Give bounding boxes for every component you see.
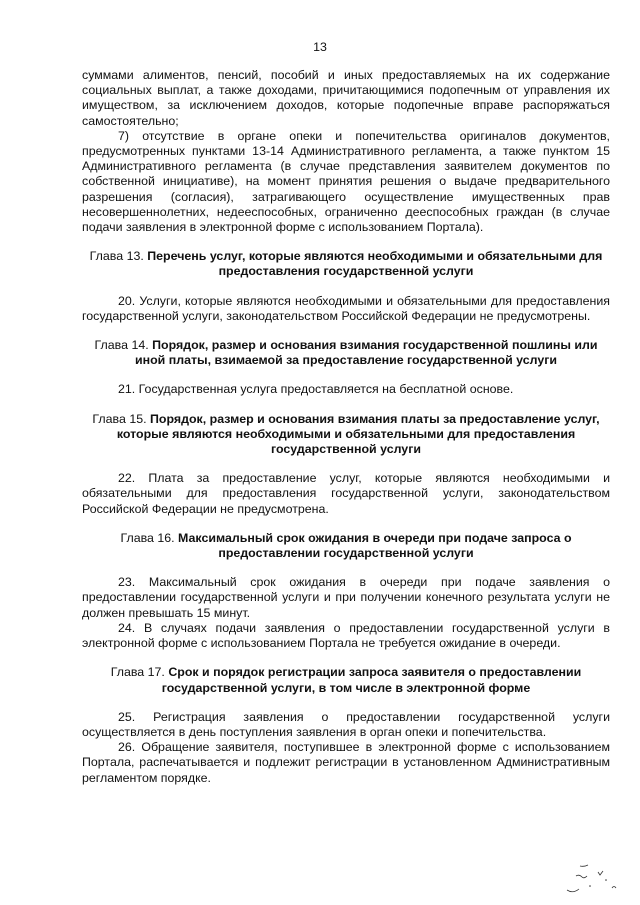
margin-scribble-mark [562, 864, 622, 898]
paragraph-continuation: суммами алиментов, пенсий, пособий и иных предоставляемых на их содержание социальных выплат, а также доходами, причитающимися подопечным от управления их имуществом, за исключением доходов, которые подопечные вправе распоряжаться самостоятельно; [82, 68, 610, 128]
paragraph-22: 22. Плата за предоставление услуг, которые являются необходимыми и обязательными для предоставления государственной услуги, законодательством Российской Федерации не предусмотрена. [82, 471, 610, 516]
chapter-number: Глава 14. [94, 338, 149, 353]
paragraph-23: 23. Максимальный срок ожидания в очереди при подаче заявления о предоставлении государственной услуги и при получении конечного результата услуги не должен превышать 15 минут. [82, 575, 610, 620]
paragraph-25: 25. Регистрация заявления о предоставлении государственной услуги осуществляется в день поступления заявления в орган опеки и попечительства. [82, 709, 610, 739]
paragraph-item-7: 7) отсутствие в органе опеки и попечительства оригиналов документов, предусмотренных пунктами 13-14 Административного регламента, а также пунктом 15 Административного регламента (в случае представления заявителем документов по собственной инициативе), на момент принятия решения о выдаче предварительного разрешения (согласия), затрагивающего осуществление имущественных прав несовершеннолетних, недееспособных, ограниченно дееспособных граждан (в случае подачи заявления в электронной форме с использованием Портала). [82, 128, 610, 235]
chapter-15-heading [82, 412, 610, 458]
chapter-title: Порядок, размер и основания взимания государственной пошлины или иной платы, взимаемой за предоставление государственной услуги [135, 338, 598, 368]
chapter-title: Максимальный срок ожидания в очереди при подаче запроса о предоставлении государственной услуги [178, 530, 572, 561]
chapter-title: Срок и порядок регистрации запроса заявителя о предоставлении государственной услуги, в том числе в электронной форме [161, 665, 582, 695]
document-body [82, 68, 610, 786]
paragraph-20: 20. Услуги, которые являются необходимыми и обязательными для предоставления государственной услуги, законодательством Российской Федерации не предусмотрены. [82, 293, 610, 323]
chapter-17-heading [82, 665, 610, 695]
paragraph-26: 26. Обращение заявителя, поступившее в электронной форме с использованием Портала, распечатывается и подлежит регистрации в установленном Административным регламентом порядке. [82, 740, 610, 785]
paragraph-24: 24. В случаях подачи заявления о предоставлении государственной услуги в электронной форме с использованием Портала не требуется ожидание в очереди. [82, 620, 610, 651]
chapter-14-heading [82, 338, 610, 368]
paragraph-21: 21. Государственная услуга предоставляется на бесплатной основе. [118, 382, 514, 397]
chapter-number: Глава 16. [120, 530, 175, 545]
chapter-number: Глава 15. [92, 411, 147, 426]
chapter-13-heading [82, 249, 610, 279]
chapter-title: Перечень услуг, которые являются необходимыми и обязательными для предоставления государственной услуги [147, 249, 603, 279]
chapter-title: Порядок, размер и основания взимания платы за предоставление услуг, которые являются необходимыми и обязательными для предоставления государственной услуги [116, 411, 600, 457]
chapter-16-heading [82, 531, 610, 561]
chapter-number: Глава 13. [89, 249, 144, 264]
page-number: 13 [313, 40, 327, 54]
chapter-number: Глава 17. [110, 665, 165, 680]
